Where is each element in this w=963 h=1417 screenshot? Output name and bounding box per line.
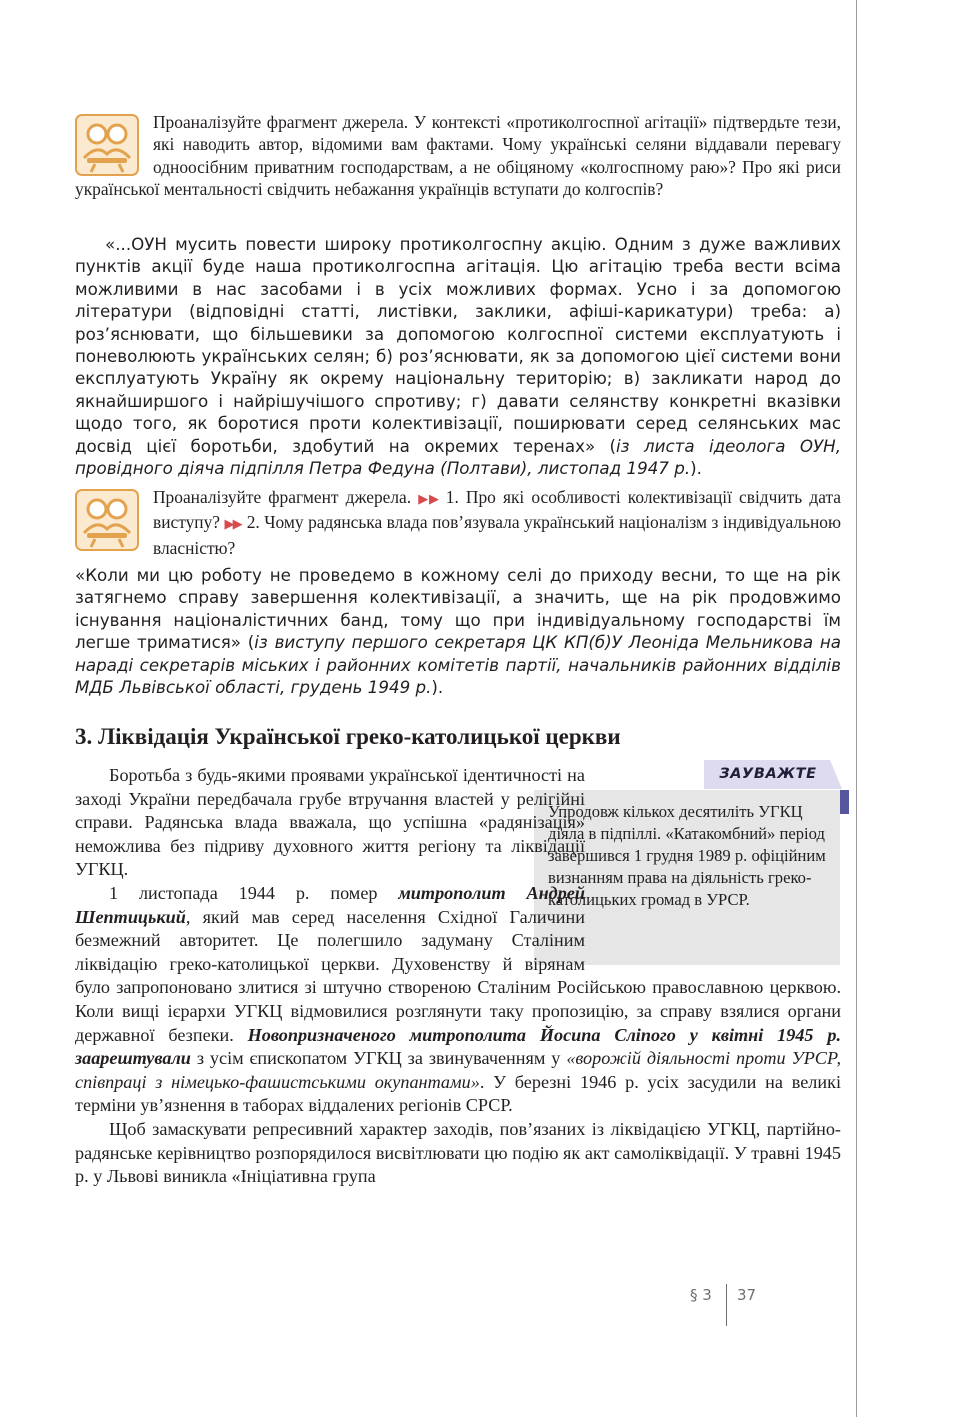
arrow-marker-icon: ▶▶ [224,517,241,533]
paragraph-2-part: , який мав серед населення Східної Галичини безмежний авторитет. Це полегшило задуману Сталіним ліквідацію греко-католицької церкви. Духовенству й вірянам було запропоновано злитися зі штучно створеною Сталіним Російською православною церквою. Коли вищі ієрархи УГКЦ відмовилися розглянути таку пропозицію, за справу взялися органи державної безпеки. [75,906,841,1045]
discussion-group-icon [75,489,139,551]
page-number: 37 [737,1286,757,1304]
task-2-question-2: 2. Чому радянська влада пов’язувала український націоналізм з індивідуальною власністю? [153,512,841,558]
footer-section-number: § 3 [690,1286,712,1304]
section-heading: 3. Ліквідація Української греко-католицької церкви [75,724,621,749]
source-2-end: ). [431,677,444,698]
note-space [585,764,841,976]
paragraph-2-part: 1 листопада 1944 р. помер [109,882,399,903]
task-2-intro: Проаналізуйте фрагмент джерела. [153,487,412,507]
term-accusation: «ворожій діяльності проти УРСР, співпраці з німецько-фашистськими окупантами» [75,1048,841,1092]
paragraph-2-part: . У березні 1946 р. усіх засудили на великі терміни ув’язнення в таборах віддалених регіонів СРСР. [75,1071,841,1116]
task-2-question-1: 1. Про які особливості колективізації свідчить дата виступу? [153,487,841,533]
page-right-rule [856,0,857,1417]
note-text: Упродовж кількох десятиліть УГКЦ діяла в підпіллі. «Катакомбний» період завершився 1 грудня 1989 р. офіційним визнанням права на діяльність греко-католицьких громад в УРСР. [548,802,826,909]
source-quote-2 [75,564,841,698]
footer-divider [726,1284,727,1326]
discussion-group-icon [75,114,139,176]
arrow-marker-icon: ▶▶ [418,492,440,507]
paragraph-3: Щоб замаскувати репресивний характер заходів, пов’язаних із ліквідацією УГКЦ, партійно-радянське керівництво розпорядилося висвітлювати цю подію як акт самоліквідації. У травні 1945 р. у Львові виникла «Ініціативна група [75,1118,841,1187]
source-1-citation: із листа ідеолога ОУН, провідного діяча підпілля Петра Федуна (Полтави), листопад 1947 р. [75,435,841,479]
task-block-1 [75,111,841,201]
source-1-text: «...ОУН мусить повести широку протиколгоспну акцію. Одним з дуже важливих пунктів акції буде наша протиколгоспна агітація. Цю агітацію треба вести всіма можливими в нас засобами і в усіх можливих формах. Усно і за допомогою літератури (відповідні статті, листівки, заклики, афіші-карикатури) треба: а) роз’яснювати, що більшевики за допомогою колгоспної системи експлуатують і поневолюють українських селян; б) роз’яснювати, як за допомогою цієї системи вони експлуатують Україну як окрему національну територію; в) закликати народ до якнайширшого і найрішучішого спротиву; г) давати селянству конкретні вказівки щодо того, як боротися проти колективізації, поширювати серед селянських мас досвід цієї боротьби, здобутий на окремих теренах» ( [75,234,841,456]
task-block-2 [75,486,841,559]
task-1-text: Проаналізуйте фрагмент джерела. У контексті «протиколгоспної агітації» підтвердьте тези, які наводить автор, відомими вам фактами. Чому українські селяни віддавали перевагу одноосібним приватним господарствам, а не обіцяному «колгоспному раю»? Про які риси української ментальності свідчить небажання українців вступати до колгоспів? [75,112,841,200]
note-flag [840,790,849,814]
term-sheptytsky: митрополит Андрей Шептицький [75,882,585,927]
source-2-citation: із виступу першого секретаря ЦК КП(б)У Леоніда Мельникова на нараді секретарів міських і районних комітетів партії, начальників районних відділів МДБ Львівської області, грудень 1949 р. [75,632,841,698]
source-1-end: ). [690,458,702,479]
source-quote-1 [75,233,841,479]
source-2-text: «Коли ми цю роботу не проведемо в кожному селі до приходу весни, то ще на рік затягнемо справу завершення колективізації, а значить, ще на рік продовжимо існування націоналістичних банд, тому що при індивідуальному господарстві їм легше триматися» ( [75,565,841,653]
paragraph-1: Боротьба з будь-якими проявами української ідентичності на заході України передбачала грубе втручання властей у релігійні справи. Радянська влада вважала, що успішна «радянізація» неможлива без підриву духовного життя регіону та ліквідації УГКЦ. [75,765,585,880]
section-body [75,764,841,1189]
note-label: ЗАУВАЖТЕ [719,766,817,782]
term-slipyi-arrest: Новопризначеного митрополита Йосипа Сліпого у квітні 1945 р. заарештували [75,1024,841,1069]
paragraph-2-part: з усім єпископатом УГКЦ за звинуваченням у [190,1048,567,1069]
